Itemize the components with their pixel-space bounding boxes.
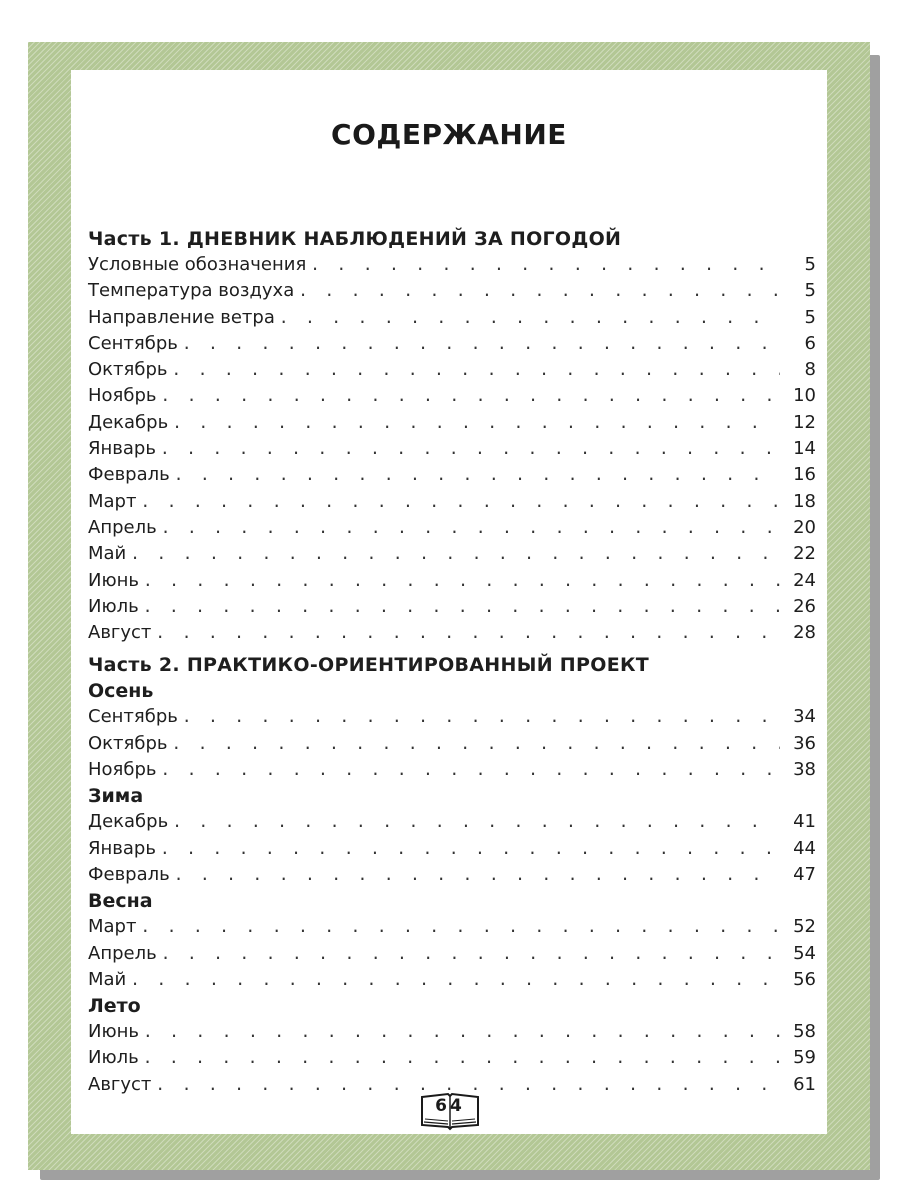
- dot-leader: [143, 1045, 780, 1071]
- dot-leader: [143, 1019, 780, 1045]
- season-heading: Лето: [88, 995, 141, 1018]
- toc-entry-label: Условные обозначения: [88, 254, 307, 275]
- toc-entry: [88, 862, 816, 888]
- dot-leader: [172, 357, 781, 383]
- season-heading: Зима: [88, 785, 144, 808]
- toc-entry: [88, 967, 816, 993]
- toc-entry-page: 8: [804, 359, 816, 381]
- toc-entry-page: 14: [793, 438, 816, 460]
- toc-entry-label: Январь: [88, 837, 156, 859]
- toc-entry: [88, 836, 816, 862]
- toc-entry-page: 28: [793, 622, 816, 644]
- dot-leader: [310, 252, 780, 278]
- toc-entry: [88, 462, 816, 488]
- toc-entry-label: Апрель: [88, 942, 157, 964]
- dot-leader: [174, 462, 780, 488]
- dot-leader: [140, 489, 780, 515]
- toc-entry-page: 36: [793, 732, 816, 754]
- toc-entry-label: Апрель: [88, 516, 157, 538]
- toc-entry-label: Июнь: [88, 1021, 139, 1043]
- dot-leader: [182, 331, 780, 357]
- toc-entry: [88, 489, 816, 515]
- page-number: 64: [435, 1096, 465, 1116]
- toc-entry-label: Август: [88, 622, 152, 644]
- toc-entry-page: 18: [793, 490, 816, 512]
- toc-entry: [88, 1019, 816, 1045]
- toc-entry-label: Июнь: [88, 569, 139, 591]
- part1-heading: Часть 1. ДНЕВНИК НАБЛЮДЕНИЙ ЗА ПОГОДОЙ: [88, 228, 622, 250]
- toc-entry-label: Ноябрь: [88, 385, 157, 407]
- toc-entry-page: 20: [793, 516, 816, 538]
- toc-entry-page: 56: [793, 968, 816, 990]
- toc-entry-page: 5: [804, 306, 816, 328]
- green-frame: [28, 42, 870, 1170]
- season-heading: Весна: [88, 890, 153, 913]
- toc-entry: [88, 620, 816, 646]
- toc-entry: [88, 594, 816, 620]
- dot-leader: [172, 410, 780, 436]
- dot-leader: [161, 757, 780, 783]
- toc-entry: [88, 757, 816, 783]
- toc-entry-label: Июль: [88, 595, 139, 617]
- toc-entry: [88, 383, 816, 409]
- toc-entry-page: 41: [793, 811, 816, 833]
- dot-leader: [130, 967, 780, 993]
- toc-entry: [88, 436, 816, 462]
- toc-entry-label: Январь: [88, 438, 156, 460]
- toc-entry-page: 44: [793, 837, 816, 859]
- dot-leader: [140, 914, 780, 940]
- page-number-badge: [420, 1091, 480, 1131]
- toc-entry: [88, 568, 816, 594]
- toc-entry-label: Февраль: [88, 863, 170, 885]
- dot-leader: [161, 515, 780, 541]
- part1-entries: [88, 252, 816, 646]
- toc-entry: [88, 704, 816, 730]
- toc-entry-page: 5: [804, 280, 816, 302]
- toc-entry-label: Март: [88, 490, 137, 512]
- toc-entry-page: 10: [793, 385, 816, 407]
- dot-leader: [161, 941, 780, 967]
- toc-entry: [88, 941, 816, 967]
- toc-entry-page: 61: [793, 1073, 816, 1095]
- toc-entry-page: 52: [793, 916, 816, 938]
- dot-leader: [143, 568, 780, 594]
- toc-entry-label: Направление ветра: [88, 306, 275, 328]
- toc-entry-label: Октябрь: [88, 359, 168, 381]
- toc-entry-label: Декабрь: [88, 811, 169, 833]
- toc-entry: [88, 278, 816, 304]
- toc-entry-label: Март: [88, 916, 137, 938]
- toc-entry: [88, 515, 816, 541]
- toc-entry-page: 26: [793, 595, 816, 617]
- page-title: СОДЕРЖАНИЕ: [331, 118, 567, 151]
- toc-entry-page: 5: [804, 254, 816, 275]
- toc-entry: [88, 252, 816, 278]
- toc-entry-page: 58: [793, 1021, 816, 1043]
- toc-entry: [88, 331, 816, 357]
- toc-entry-label: Август: [88, 1073, 152, 1095]
- toc-entry: [88, 357, 816, 383]
- toc-entry: [88, 541, 816, 567]
- season-heading: Осень: [88, 680, 154, 703]
- toc-entry-label: Температура воздуха: [88, 280, 295, 302]
- dot-leader: [279, 305, 780, 331]
- dot-leader: [172, 731, 781, 757]
- toc-entry-label: Февраль: [88, 464, 170, 486]
- toc-entry-page: 22: [793, 543, 816, 565]
- toc-entry-page: 34: [793, 706, 816, 728]
- toc-entry-label: Май: [88, 968, 127, 990]
- toc-entry-page: 47: [793, 863, 816, 885]
- toc-entry-label: Июль: [88, 1047, 139, 1069]
- dot-leader: [298, 278, 780, 304]
- toc-entry-label: Сентябрь: [88, 332, 178, 354]
- toc-entry: [88, 410, 816, 436]
- toc-entry: [88, 305, 816, 331]
- toc-entry-label: Октябрь: [88, 732, 168, 754]
- toc-entry-page: 16: [793, 464, 816, 486]
- toc-entry-label: Ноябрь: [88, 759, 157, 781]
- part2-heading: Часть 2. ПРАКТИКО-ОРИЕНТИРОВАННЫЙ ПРОЕКТ: [88, 654, 650, 677]
- toc-entry: [88, 1045, 816, 1071]
- toc-entry-page: 38: [793, 759, 816, 781]
- dot-leader: [172, 809, 780, 835]
- toc-entry-label: Май: [88, 543, 127, 565]
- toc-entry-page: 59: [793, 1047, 816, 1069]
- dot-leader: [160, 436, 780, 462]
- toc-entry-page: 54: [793, 942, 816, 964]
- dot-leader: [130, 541, 780, 567]
- toc-entry-page: 6: [804, 332, 816, 354]
- content-area: [71, 70, 827, 1134]
- dot-leader: [155, 620, 780, 646]
- table-of-contents: [88, 226, 816, 1098]
- dot-leader: [143, 594, 780, 620]
- toc-entry-label: Декабрь: [88, 411, 169, 433]
- toc-entry-label: Сентябрь: [88, 706, 178, 728]
- toc-entry-page: 12: [793, 411, 816, 433]
- part2-seasons: [88, 678, 816, 1098]
- toc-entry: [88, 914, 816, 940]
- dot-leader: [174, 862, 780, 888]
- dot-leader: [161, 383, 780, 409]
- toc-entry: [88, 731, 816, 757]
- dot-leader: [182, 704, 780, 730]
- toc-entry-page: 24: [793, 569, 816, 591]
- toc-entry: [88, 809, 816, 835]
- dot-leader: [160, 836, 780, 862]
